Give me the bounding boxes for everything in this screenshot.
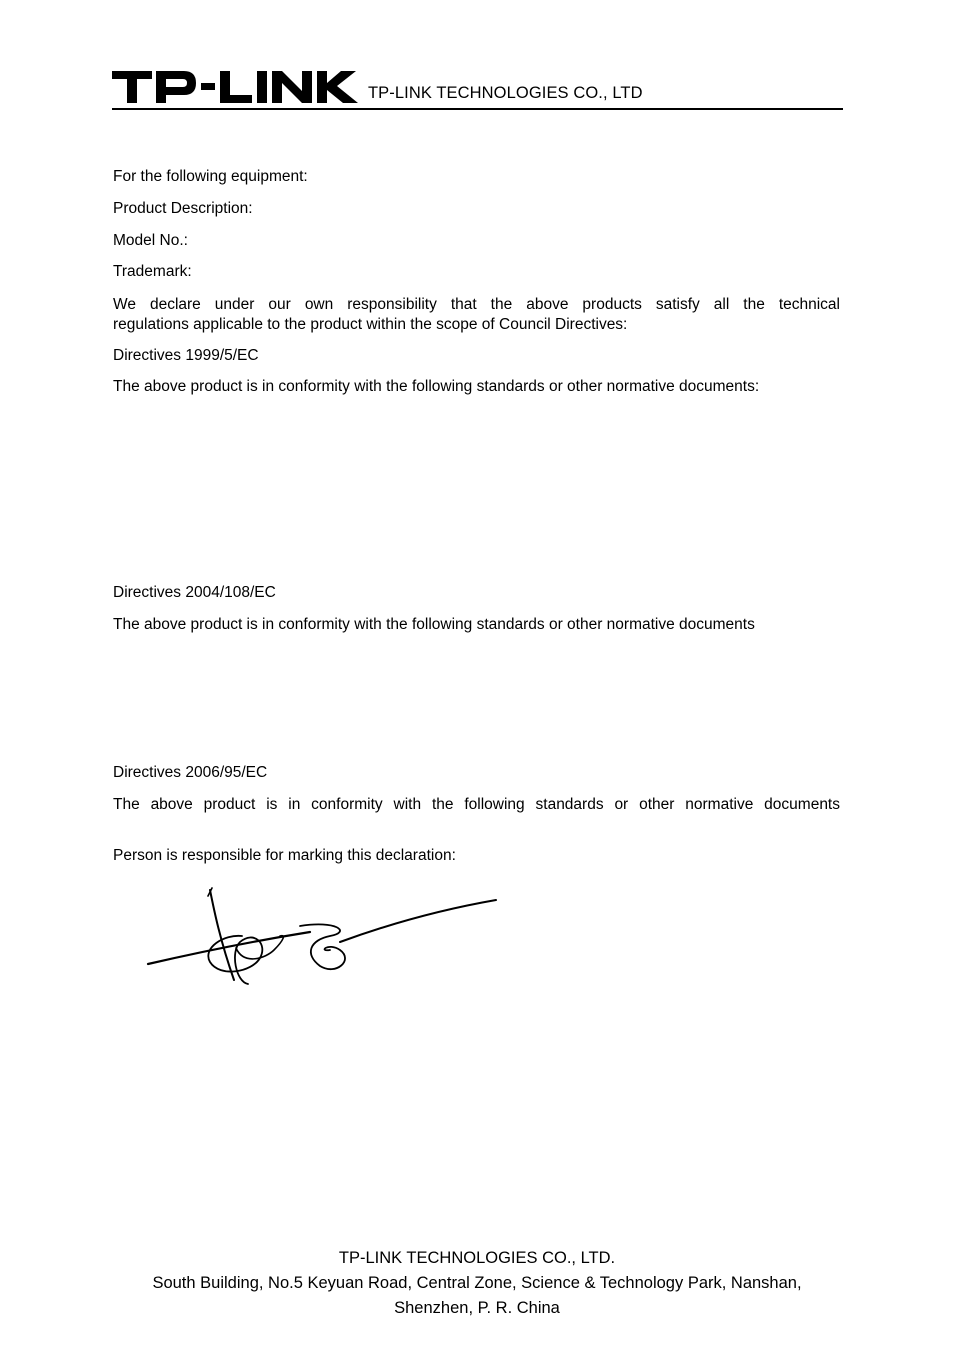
declaration-line-1: We declare under our own responsibility that the above products satisfy all the technical <box>113 296 840 313</box>
company-name: TP-LINK TECHNOLOGIES CO., LTD <box>368 84 643 102</box>
conformity-statement-1: The above product is in conformity with the following standards or other normative documents: <box>113 378 760 395</box>
footer-address-line-1: South Building, No.5 Keyuan Road, Central Zone, Science & Technology Park, Nanshan, <box>152 1274 802 1292</box>
handwritten-signature <box>140 880 510 1000</box>
intro-text: For the following equipment: <box>113 168 308 185</box>
directive-1999-5-ec: Directives 1999/5/EC <box>113 347 259 364</box>
letterhead <box>112 66 843 110</box>
product-description-label: Product Description: <box>113 200 253 217</box>
conformity-statement-3: The above product is in conformity with the following standards or other normative documents <box>113 796 840 813</box>
declaration-paragraph <box>113 295 840 335</box>
trademark-label: Trademark: <box>113 263 192 280</box>
responsible-person-text: Person is responsible for marking this declaration: <box>113 847 456 864</box>
directive-2006-95-ec: Directives 2006/95/EC <box>113 764 268 781</box>
declaration-line-2: regulations applicable to the product within the scope of Council Directives: <box>113 316 628 333</box>
tp-link-logo <box>112 69 358 105</box>
footer-company: TP-LINK TECHNOLOGIES CO., LTD. <box>338 1249 616 1267</box>
conformity-statement-2: The above product is in conformity with the following standards or other normative documents <box>113 616 755 633</box>
model-no-label: Model No.: <box>113 232 188 249</box>
footer-address-line-2: Shenzhen, P. R. China <box>394 1299 560 1317</box>
directive-2004-108-ec: Directives 2004/108/EC <box>113 584 276 601</box>
